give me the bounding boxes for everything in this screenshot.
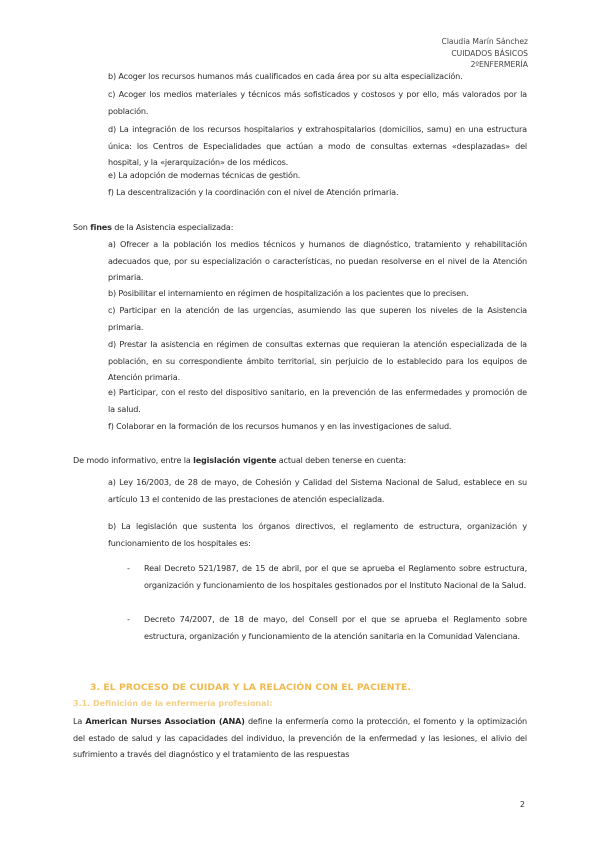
- list1-item-c: c) Acoger los medios materiales y técnicos más sofisticados y costosos y por ello, más valorados por la población.: [108, 89, 527, 116]
- bullet-dash: -: [127, 614, 130, 624]
- section-paragraph-pre: La: [73, 716, 86, 726]
- fines-item-b: b) Posibilitar el internamiento en régimen de hospitalización a los pacientes que lo precisen.: [108, 288, 469, 298]
- legislation-intro: [73, 452, 527, 469]
- fines-item-e: e) Participar, con el resto del dispositivo sanitario, en la prevención de las enfermedades y promoción de la salud.: [108, 387, 527, 414]
- fines-item-a: a) Ofrecer a la población los medios técnicos y humanos de diagnóstico, tratamiento y rehabilitación adecuados que, por su especialización o características, no puedan resolverse en el nivel de la Atención primaria.: [108, 239, 527, 283]
- list1-item-f: f) La descentralización y la coordinación con el nivel de Atención primaria.: [108, 187, 399, 197]
- header-course: CUIDADOS BÁSICOS: [451, 48, 528, 58]
- list1-item-d: d) La integración de los recursos hospitalarios y extrahospitalarios (domicilios, samu) en una estructura única: los Centros de Especialidades que actúan a modo de consultas externas «desplazadas» del hospital, y la «jerarquización» de los médicos.: [108, 124, 527, 168]
- section-subheading: 3.1. Definición de la enfermería profesional:: [73, 699, 273, 708]
- legislation-item-b: b) La legislación que sustenta los órganos directivos, el reglamento de estructura, organización y funcionamiento de los hospitales es:: [108, 521, 527, 548]
- fines-intro: [73, 219, 527, 236]
- legislation-subitem-2: Decreto 74/2007, de 18 de mayo, del Consell por el que se aprueba el Reglamento sobre estructura, organización y funcionamiento de la atención sanitaria en la Comunidad Valenciana.: [144, 614, 527, 641]
- legislation-bold: legislación vigente: [193, 455, 277, 465]
- header-year: 2ºENFERMERÍA: [470, 60, 528, 69]
- section-paragraph-post: define la enfermería como la protección, el fomento y la optimización del estado de salud y las capacidades del individuo, la prevención de la enfermedad y las lesiones, el alivio del sufrimiento a través del diagnóstico y el tratamiento de las respuestas: [73, 716, 528, 760]
- legislation-intro-post: actual deben tenerse en cuenta:: [276, 455, 407, 465]
- section-heading: 3. EL PROCESO DE CUIDAR Y LA RELACIÓN CON EL PACIENTE.: [90, 682, 411, 693]
- legislation-intro-pre: De modo informativo, entre la: [73, 455, 194, 465]
- fines-item-f: f) Colaborar en la formación de los recursos humanos y en las investigaciones de salud.: [108, 421, 452, 431]
- page-header: [442, 36, 528, 71]
- legislation-subitem-1: Real Decreto 521/1987, de 15 de abril, por el que se aprueba el Reglamento sobre estructura, organización y funcionamiento de los hospitales gestionados por el Instituto Nacional de la Salud.: [144, 563, 527, 590]
- fines-intro-pre: Son: [73, 222, 91, 232]
- bullet-dash: -: [127, 563, 130, 573]
- legislation-item-a: a) Ley 16/2003, de 28 de mayo, de Cohesión y Calidad del Sistema Nacional de Salud, establece en su artículo 13 el contenido de las prestaciones de atención especializada.: [108, 477, 527, 504]
- page-number: 2: [519, 800, 525, 809]
- fines-intro-post: de la Asistencia especializada:: [111, 222, 234, 232]
- header-author: Claudia Marín Sánchez: [441, 37, 528, 46]
- list1-item-e: e) La adopción de modernas técnicas de gestión.: [108, 170, 301, 180]
- section-paragraph: [73, 713, 527, 763]
- ana-bold: American Nurses Association (ANA): [85, 716, 245, 726]
- list1-item-b: b) Acoger los recursos humanos más cualificados en cada área por su alta especialización.: [108, 71, 463, 81]
- fines-bold: fines: [90, 222, 112, 232]
- fines-item-d: d) Prestar la asistencia en régimen de consultas externas que requieran la atención especializada de la población, en su correspondiente ámbito territorial, sin perjuicio de lo establecido para los equipos de Atención primaria.: [108, 339, 527, 383]
- fines-item-c: c) Participar en la atención de las urgencias, asumiendo las que superen los niveles de la Asistencia primaria.: [108, 305, 527, 332]
